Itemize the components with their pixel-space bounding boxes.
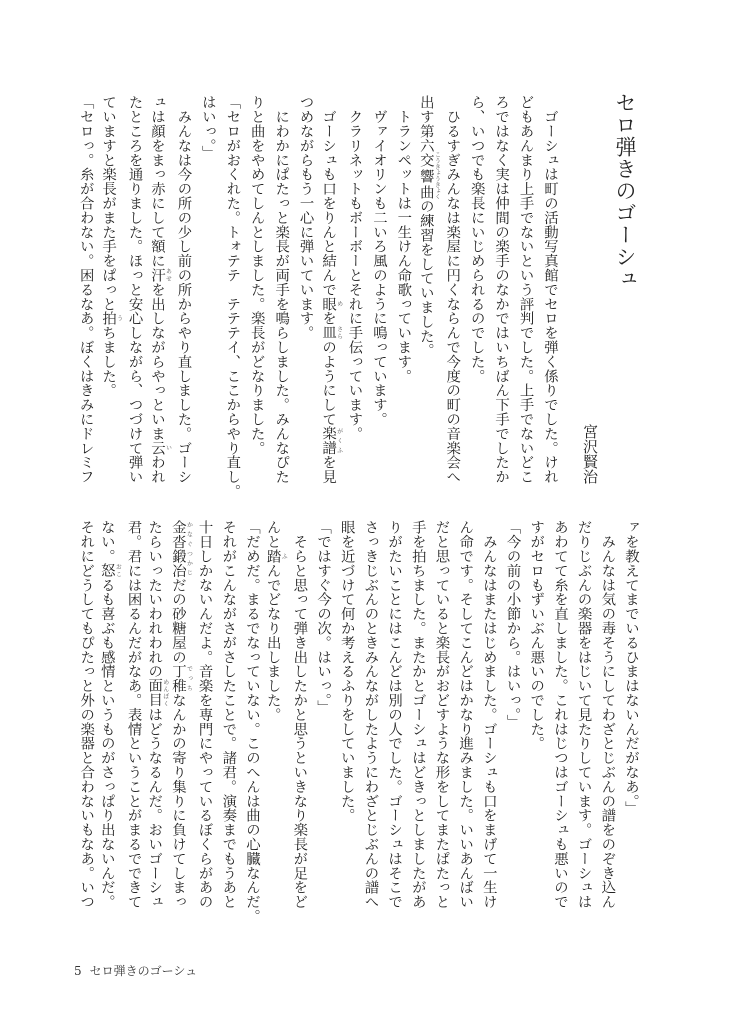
text-column — [358, 520, 382, 940]
text-column — [239, 520, 263, 940]
text-run: ちました。 — [100, 325, 117, 398]
text-run: われ — [149, 455, 165, 484]
ruby-base: 汗 — [149, 267, 165, 283]
ruby-annotated-word — [98, 563, 122, 578]
text-column — [269, 95, 293, 495]
text-column — [547, 520, 571, 940]
text-run: どもあんまり上手でないという評判でした。上手でないどこ — [517, 95, 534, 484]
text-column — [538, 95, 562, 495]
text-column — [220, 95, 244, 499]
ruby-reading: さら — [335, 325, 343, 340]
ruby-annotated-word — [100, 311, 123, 326]
ruby-base: 皿 — [320, 325, 337, 340]
text-run: りと曲をやめてしんとしました。楽長がどなりました。 — [248, 95, 265, 455]
text-run: んでどなり出しました。 — [264, 563, 281, 722]
text-run: 眼を近づけて何か考えるふりをしていました。 — [338, 520, 355, 823]
ruby-reading: こうきょうきょく — [433, 151, 441, 200]
text-run: だりじぶんの楽器をはじいて見たりしています。ゴーシュは — [575, 520, 592, 909]
story-title: セロ弾きのゴーシュ — [613, 92, 637, 290]
text-run: ヴァイオリンも二いろ風のように鳴っています。 — [370, 95, 387, 427]
text-column — [440, 95, 464, 495]
ruby-base: 眼 — [320, 296, 337, 312]
text-run: りがたいことにはこんどは別の人でした。ゴーシュはそこで — [386, 520, 403, 909]
text-run: はいっ。」 — [199, 95, 216, 160]
text-run: ていますと楽長がまた手をぱっと — [100, 95, 117, 311]
text-run: なんかの寄り集りに負けてしまっ — [169, 692, 186, 909]
text-run: みんなはまたはじめました。ゴーシュも口をまげて一生け — [480, 520, 497, 909]
text-column — [310, 520, 334, 940]
text-column — [429, 520, 453, 940]
text-column — [98, 95, 122, 495]
ruby-annotated-word — [169, 520, 193, 578]
text-run: だの砂糖屋の — [169, 577, 186, 665]
text-column — [168, 520, 192, 940]
text-column — [367, 95, 391, 495]
text-run: つめながらもう一心に弾いています。 — [297, 95, 314, 340]
text-run: 「だめだ。まるでなっていない。このへんは曲の心臓なんだ。 — [244, 520, 260, 924]
text-run: 君。君には困るんだがなあ。表情ということがまるでできて — [125, 520, 142, 909]
text-run: あわてて糸を直しました。これはじつはゴーシュも悪いので — [551, 520, 568, 909]
text-run: ひるすぎみんなは楽屋に円くならんで今度の町の音楽会へ — [444, 95, 461, 484]
text-column — [571, 520, 595, 940]
text-column — [513, 95, 537, 495]
author-name: 宮沢賢治 — [581, 424, 599, 484]
text-run: 十日しかないんだよ。音楽を専門にやっているぼくらがあの — [196, 520, 213, 909]
text-column — [74, 520, 98, 940]
text-run: の練習をしていました。 — [417, 199, 434, 358]
ruby-reading: ふ — [280, 548, 288, 564]
ruby-annotated-word — [169, 664, 193, 693]
ruby-annotated-word — [320, 296, 343, 312]
text-column — [342, 95, 366, 495]
text-column — [318, 95, 342, 495]
text-run: 出す第六 — [417, 95, 434, 153]
text-run: 「セロがおくれた。トォテテ テテテイ、ここからやり直し。 — [224, 95, 241, 499]
text-run: にわかにぱたっと楽長が両手を鳴らしました。みんなぴた — [273, 95, 290, 484]
ruby-reading: かなぐつかじ — [185, 520, 193, 578]
ruby-base: 云 — [149, 440, 165, 456]
text-run: ら、いつでも楽長にいじめられるのでした。 — [468, 95, 485, 383]
text-column — [121, 520, 145, 940]
text-run: みんなは今の所の少し前の所からやり直しました。ゴーシ — [175, 95, 192, 484]
text-run: はどうなるんだ。おいゴーシュ — [146, 707, 163, 909]
text-run: 「セロっ。糸が合わない。困るなあ。ぼくはきみにドレミフ — [77, 95, 94, 484]
text-column — [147, 95, 171, 495]
text-run: のようにして — [320, 339, 337, 427]
text-column — [287, 520, 311, 940]
text-run: 「ではすぐ今の次。はいっ。」 — [315, 520, 332, 715]
ruby-reading: めんぼく — [161, 678, 169, 708]
ruby-base: 面目 — [146, 678, 163, 708]
ruby-reading: あせ — [164, 267, 172, 283]
ruby-reading: い — [164, 440, 172, 456]
text-column — [595, 520, 619, 940]
ruby-annotated-word — [264, 548, 288, 564]
text-column — [216, 520, 240, 940]
ruby-reading: でっち — [185, 664, 193, 693]
text-column — [524, 520, 548, 940]
text-column — [500, 520, 524, 940]
text-column — [122, 95, 146, 495]
ruby-reading: う — [115, 311, 123, 326]
page-footer — [74, 962, 205, 979]
text-run: んと — [264, 520, 281, 549]
body-text-lower — [73, 520, 642, 940]
ruby-base: 拍 — [100, 311, 117, 326]
text-column — [195, 95, 219, 495]
ruby-base: 金沓鍛冶 — [169, 520, 186, 578]
text-column — [476, 520, 500, 940]
text-run: を — [320, 311, 337, 326]
text-run: たところを通りました。ほっと安心しながら、つづけて弾い — [126, 95, 143, 484]
text-run: ゴーシュも口をりんと結んで — [320, 95, 337, 297]
ruby-base: 怒 — [98, 563, 115, 578]
text-run: を出しながらやっといま — [149, 282, 165, 441]
text-run: ゴーシュは町の活動写真館でセロを弾く係りでした。けれ — [542, 95, 558, 484]
text-run: それにどうしてもぴたっと外の楽器と合わないもなあ。いつ — [78, 520, 95, 909]
page-number: 5 — [74, 964, 82, 978]
text-column — [171, 95, 195, 495]
ruby-reading: め — [335, 296, 343, 312]
text-run: すがセロもずいぶん悪いのでした。 — [528, 520, 545, 751]
text-run: を見 — [320, 455, 337, 484]
text-column — [145, 520, 169, 940]
ruby-base: 楽譜 — [320, 426, 337, 456]
text-run: そらと思って弾き出したかと思うといきなり楽長が足をど — [291, 520, 308, 909]
text-column — [293, 95, 317, 495]
ruby-reading: がくふ — [335, 426, 343, 456]
ruby-annotated-word — [149, 440, 172, 456]
text-run: クラリネットもボーボーとそれに手伝っています。 — [346, 95, 363, 441]
ruby-annotated-word — [146, 678, 169, 708]
text-column — [244, 95, 268, 495]
ruby-annotated-word — [149, 267, 172, 283]
text-run: ろではなく実は仲間の楽手のなかではいちばん下手でしたか — [493, 95, 510, 484]
text-column — [391, 95, 415, 495]
text-column — [405, 520, 429, 940]
text-run: 手を拍ちました。またかとゴーシュはどきっとしましたがあ — [409, 520, 426, 909]
text-column — [263, 520, 287, 940]
text-column — [334, 520, 358, 940]
ruby-annotated-word — [320, 426, 343, 456]
text-run: トランペットは一生けん命歌っています。 — [395, 95, 412, 383]
text-run: 「今の前の小節から。はいっ。」 — [504, 520, 521, 729]
text-run: たらいったいわれわれの — [146, 520, 163, 679]
text-column — [192, 520, 216, 940]
text-run: さっきじぶんのときみんながしたようにわざとじぶんの譜へ — [362, 520, 379, 909]
ruby-annotated-word — [320, 325, 343, 340]
text-run: ァを教えてまでいるひまはないんだがなあ。」 — [623, 520, 639, 816]
text-column — [489, 95, 513, 495]
ruby-base: 交響曲 — [417, 151, 434, 200]
ruby-annotated-word — [417, 151, 441, 200]
text-run: るも喜ぶも感情というものがさっぱり出ないんだ。 — [98, 577, 115, 909]
text-column — [97, 520, 121, 940]
text-run: それがこんながさがさしたことで。諸君。演奏までもうあと — [220, 520, 237, 909]
text-run: ない。 — [98, 520, 115, 564]
ruby-base: 踏 — [264, 548, 281, 564]
text-column — [415, 95, 439, 495]
text-run: ュは顔をまっ赤にして額に — [149, 95, 165, 268]
text-column — [464, 95, 488, 495]
text-column — [453, 520, 477, 940]
text-column — [381, 520, 405, 940]
running-title: セロ弾きのゴーシュ — [89, 964, 198, 978]
body-text-upper — [73, 95, 562, 499]
ruby-reading: おこ — [114, 563, 122, 578]
text-column — [73, 95, 97, 495]
text-run: みんなは気の毒そうにしてわざとじぶんの譜をのぞき込ん — [599, 520, 616, 909]
text-column — [618, 520, 642, 940]
ruby-base: 丁稚 — [169, 664, 186, 693]
text-run: ん命です。そしてこんどはかなり進みました。いいあんばい — [457, 520, 474, 909]
text-run: だと思っていると楽長がおどすような形をしてまたぱたっと — [433, 520, 450, 909]
